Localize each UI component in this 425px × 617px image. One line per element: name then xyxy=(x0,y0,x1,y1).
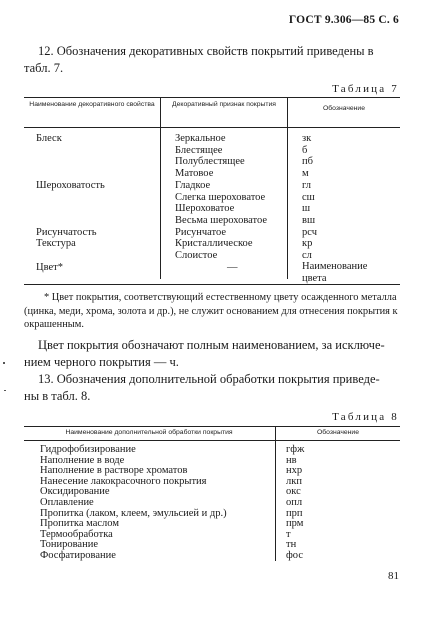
table-8-caption: Таблица 8 xyxy=(332,411,399,423)
designation-cell: кр xyxy=(302,238,313,250)
treatment-name-cell: Оплавление xyxy=(40,497,94,508)
table-7-header-code: Обозначение xyxy=(322,105,366,112)
scan-margin-mark xyxy=(3,362,5,364)
paragraph-12-line-1: 12. Обозначения декоративных свойств покрытий приведены в xyxy=(38,44,374,58)
footnote-line-3: окрашенным. xyxy=(24,319,84,330)
color-paragraph-line-1: Цвет покрытия обозначают полным наименованием, за исключе- xyxy=(38,338,385,352)
footnote-rule xyxy=(24,284,400,285)
paragraph-13-line-1: 13. Обозначения дополнительной обработки покрытия приведе- xyxy=(38,372,380,386)
decorative-feature-cell: Шероховатое xyxy=(175,203,235,215)
decorative-property-cell: Блеск xyxy=(36,133,62,144)
decorative-feature-cell: Полублестящее xyxy=(175,156,245,168)
designation-cell: нв xyxy=(286,454,297,466)
designation-cell: нхр xyxy=(286,465,303,477)
treatment-name-cell: Термообработка xyxy=(40,528,113,540)
decorative-feature-cell: Весьма шероховатое xyxy=(175,214,268,226)
designation-cell: прм xyxy=(286,518,304,530)
designation-cell: тн xyxy=(286,539,297,551)
decorative-property-cell: Рисунчатость xyxy=(36,226,97,238)
table-7-top-rule xyxy=(24,97,400,98)
table-8-top-rule xyxy=(24,426,400,427)
treatment-name-cell: Оксидирование xyxy=(40,486,110,498)
table-8-header-rule xyxy=(24,440,400,441)
color-paragraph-line-2: нием черного покрытия — ч. xyxy=(24,355,179,369)
designation-cell: гфж xyxy=(286,444,305,455)
designation-cell: рсч xyxy=(302,226,317,238)
decorative-feature-cell: Слегка шероховатое xyxy=(175,191,266,203)
decorative-feature-cell: — xyxy=(227,261,238,273)
treatment-name-cell: Нанесение лакокрасочного покрытия xyxy=(40,475,207,487)
decorative-feature-cell: Блестящее xyxy=(175,144,223,156)
decorative-property-cell: Цвет* xyxy=(36,261,63,273)
decorative-feature-cell: Кристаллическое xyxy=(175,238,253,250)
table-7-header-property: Наименование декоративного свойства xyxy=(29,101,155,108)
designation-cell: лкп xyxy=(286,475,302,487)
designation-cell: сл xyxy=(302,250,312,261)
decorative-property-cell: Шероховатость xyxy=(36,179,105,191)
treatment-name-cell: Пропитка (лаком, клеем, эмульсией и др.) xyxy=(40,507,227,519)
table-7-header-rule xyxy=(24,127,400,128)
decorative-feature-cell: Матовое xyxy=(175,168,214,180)
treatment-name-cell: Фосфатирование xyxy=(40,550,116,561)
designation-cell: опл xyxy=(286,497,303,508)
treatment-name-cell: Пропитка маслом xyxy=(40,518,119,530)
table-8-column-divider xyxy=(275,426,276,561)
designation-cell: Наименование цвета xyxy=(302,260,368,285)
decorative-feature-cell: Рисунчатое xyxy=(175,226,227,238)
footnote-line-2: (цинка, меди, хрома, золота и др.), не служит основанием для отнесения покрытия к xyxy=(24,306,398,317)
designation-cell: вш xyxy=(302,214,316,226)
page-number: 81 xyxy=(388,570,399,582)
table-7-header-feature: Декоративный признак покрытия xyxy=(172,101,276,108)
designation-cell: прп xyxy=(286,507,303,519)
table-8-header-name: Наименование дополнительной обработки покрытия xyxy=(65,429,233,436)
treatment-name-cell: Наполнение в растворе хроматов xyxy=(40,465,188,477)
treatment-name-cell: Наполнение в воде xyxy=(40,454,125,466)
document-header: ГОСТ 9.306—85 С. 6 xyxy=(288,14,399,26)
decorative-property-cell: Текстура xyxy=(36,238,76,250)
designation-cell: ш xyxy=(302,203,311,215)
designation-cell: фос xyxy=(286,550,303,561)
paragraph-12-line-2: табл. 7. xyxy=(24,61,64,75)
treatment-name-cell: Гидрофобизирование xyxy=(40,444,136,455)
scan-margin-mark xyxy=(4,390,6,391)
designation-cell: т xyxy=(286,528,291,540)
designation-cell: пб xyxy=(302,156,313,168)
decorative-feature-cell: Зеркальное xyxy=(175,133,226,144)
table-7-column-divider-1 xyxy=(160,97,161,279)
table-7-caption: Таблица 7 xyxy=(332,83,399,95)
table-7-column-divider-2 xyxy=(287,97,288,279)
decorative-feature-cell: Гладкое xyxy=(175,179,211,191)
designation-cell: окс xyxy=(286,486,301,498)
designation-cell: зк xyxy=(302,133,312,144)
designation-cell: сш xyxy=(302,191,315,203)
footnote-line-1: * Цвет покрытия, соответствующий естественному цвету осажденного металла xyxy=(44,292,397,303)
decorative-feature-cell: Слоистое xyxy=(175,250,218,261)
designation-cell: гл xyxy=(302,179,312,191)
designation-cell: м xyxy=(302,168,309,180)
designation-cell: б xyxy=(302,144,308,156)
table-8-header-code: Обозначение xyxy=(316,429,360,436)
treatment-name-cell: Тонирование xyxy=(40,539,98,551)
paragraph-13-line-2: ны в табл. 8. xyxy=(24,389,91,403)
